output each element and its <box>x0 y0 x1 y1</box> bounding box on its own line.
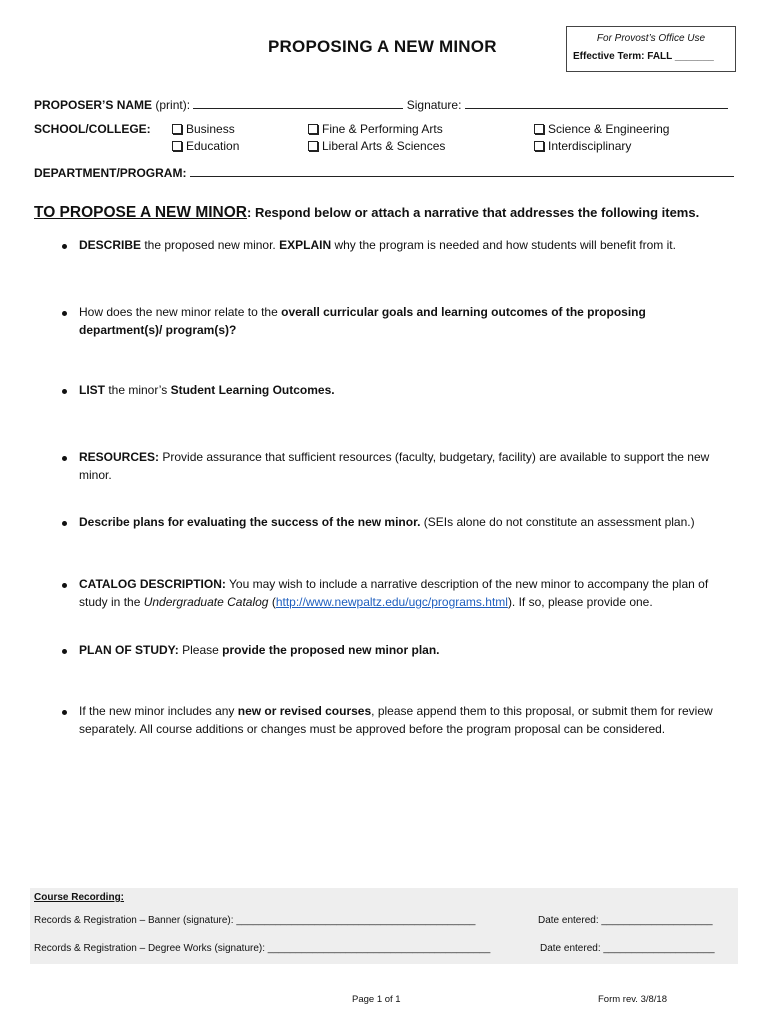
checkbox-liberal-arts-sciences[interactable]: Liberal Arts & Sciences <box>308 139 445 153</box>
school-label: SCHOOL/COLLEGE: <box>34 122 151 136</box>
item-plan-of-study: PLAN OF STUDY: Please provide the proposed new minor plan. <box>62 642 722 660</box>
degree-works-date-field[interactable]: Date entered: ____________________ <box>540 943 715 954</box>
page-number: Page 1 of 1 <box>352 994 401 1005</box>
provost-office-box <box>566 26 736 72</box>
form-revision: Form rev. 3/8/18 <box>598 994 667 1005</box>
item-resources: RESOURCES: Provide assurance that sufficient resources (faculty, budgetary, facility) are available to support the new minor. <box>62 449 722 484</box>
department-row <box>34 164 734 180</box>
department-label: DEPARTMENT/PROGRAM: <box>34 166 187 180</box>
item-list-outcomes: LIST the minor’s Student Learning Outcomes. <box>62 382 722 400</box>
proposer-row <box>34 96 728 112</box>
catalog-link[interactable]: http://www.newpaltz.edu/ugc/programs.html <box>275 594 508 609</box>
proposer-name-hint: (print): <box>155 98 191 112</box>
heading-rest: : Respond below or attach a narrative that addresses the following items. <box>247 205 700 220</box>
bullet-icon <box>62 389 67 394</box>
item-catalog-description: CATALOG DESCRIPTION: You may wish to include a narrative description of the new minor to accompany the plan of study in the Undergraduate Catalog (http://www.newpaltz.edu/ugc/programs.html). If so, please provide one. <box>62 576 722 611</box>
effective-term-field[interactable]: _______ <box>674 51 714 62</box>
bullet-icon <box>62 311 67 316</box>
effective-term-label: Effective Term: FALL <box>573 51 673 62</box>
heading-main: TO PROPOSE A NEW MINOR <box>34 204 247 221</box>
proposer-name-field[interactable] <box>193 96 403 109</box>
course-recording-section <box>30 888 738 964</box>
checkbox-science-engineering[interactable]: Science & Engineering <box>534 122 669 136</box>
item-courses: If the new minor includes any new or revised courses, please append them to this proposal, or submit them for review separately. All course additions or changes must be approved before the program proposal can be considered. <box>62 703 722 738</box>
checkbox-icon <box>534 141 544 151</box>
checkbox-icon <box>308 141 318 151</box>
checkbox-business[interactable]: Business <box>172 122 235 136</box>
page-title: PROPOSING A NEW MINOR <box>268 37 497 56</box>
checkbox-icon <box>308 124 318 134</box>
proposer-name-label: PROPOSER’S NAME <box>34 98 153 112</box>
checkbox-icon <box>534 124 544 134</box>
banner-date-field[interactable]: Date entered: ____________________ <box>538 915 713 926</box>
checkbox-icon <box>172 141 182 151</box>
banner-signature-field[interactable]: Records & Registration – Banner (signature): ___________________________________________ <box>34 915 476 926</box>
checkbox-interdisciplinary[interactable]: Interdisciplinary <box>534 139 631 153</box>
degree-works-signature-field[interactable]: Records & Registration – Degree Works (signature): ________________________________________ <box>34 943 491 954</box>
bullet-icon <box>62 456 67 461</box>
checkbox-fine-performing-arts[interactable]: Fine & Performing Arts <box>308 122 443 136</box>
bullet-icon <box>62 521 67 526</box>
signature-label: Signature: <box>406 98 462 112</box>
instructions-heading <box>34 204 699 222</box>
item-evaluation: Describe plans for evaluating the success of the new minor. (SEIs alone do not constitute an assessment plan.) <box>62 514 722 532</box>
item-relate: How does the new minor relate to the overall curricular goals and learning outcomes of the proposing department(s)/ program(s)? <box>62 304 722 339</box>
provost-box-title: For Provost’s Office Use <box>596 33 706 44</box>
bullet-icon <box>62 244 67 249</box>
bullet-icon <box>62 710 67 715</box>
bullet-icon <box>62 583 67 588</box>
signature-field[interactable] <box>465 96 728 109</box>
bullet-icon <box>62 649 67 654</box>
checkbox-education[interactable]: Education <box>172 139 239 153</box>
course-recording-title: Course Recording: <box>34 892 125 903</box>
item-describe: DESCRIBE the proposed new minor. EXPLAIN why the program is needed and how students will benefit from it. <box>62 237 722 255</box>
department-field[interactable] <box>190 164 734 177</box>
checkbox-icon <box>172 124 182 134</box>
